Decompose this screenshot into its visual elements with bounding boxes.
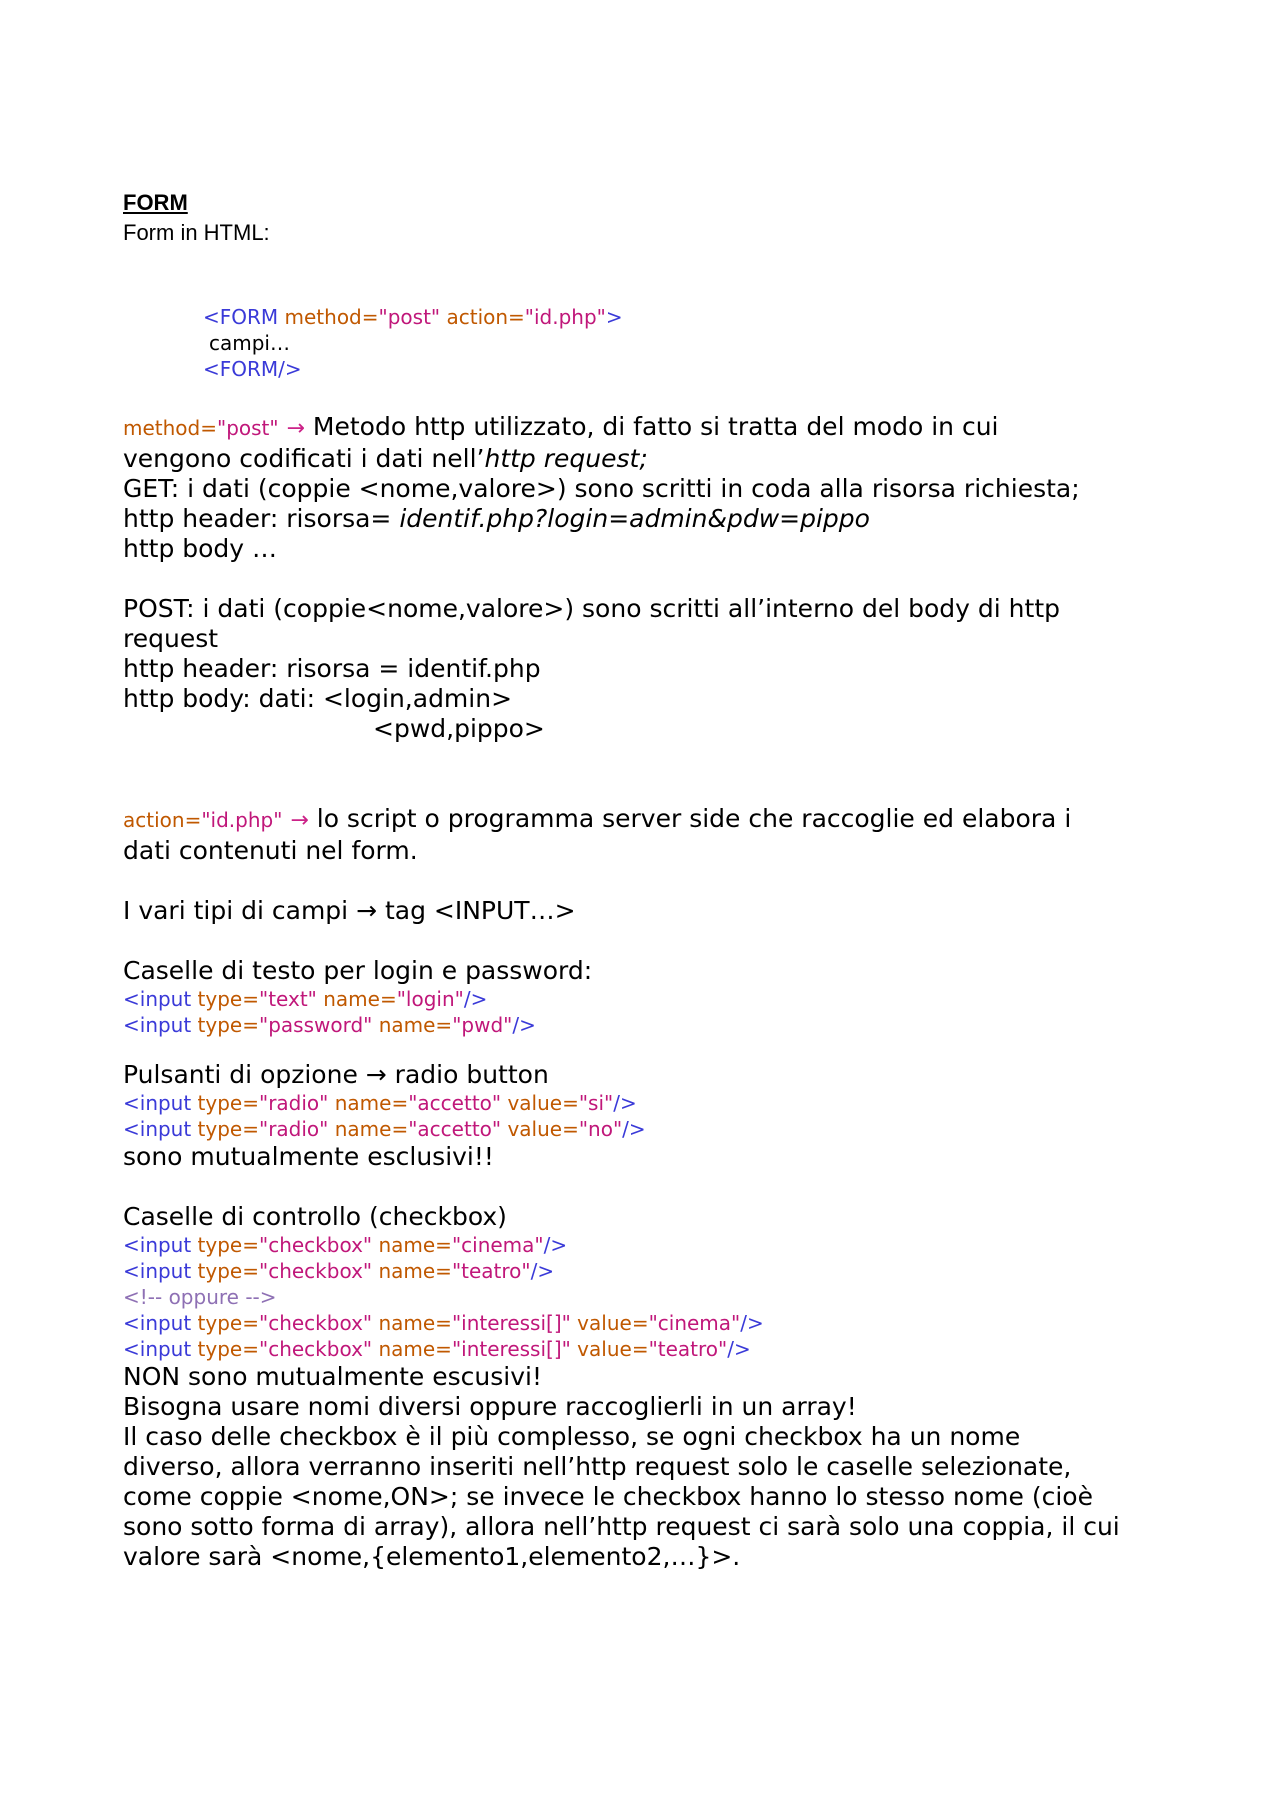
code-tag: />: [543, 1233, 568, 1257]
code-line: [123, 1336, 1173, 1362]
code-comment: <!-- oppure -->: [123, 1285, 277, 1309]
code-attr: type=: [191, 1259, 259, 1283]
code-value: "cinema": [648, 1311, 741, 1335]
code-value: "text": [259, 987, 317, 1011]
post-header: http header: risorsa = identif.php: [123, 654, 541, 683]
code-tag: />: [622, 1117, 646, 1141]
get-header: [123, 504, 1173, 534]
method-description-cont: vengono codificati i dati nell’: [123, 444, 485, 473]
code-attr: method=: [123, 416, 217, 440]
code-tag: />: [530, 1259, 555, 1283]
post-body-1: http body: dati: <login,admin>: [123, 684, 513, 713]
code-line: [123, 1258, 1173, 1284]
code-value: "checkbox": [259, 1311, 373, 1335]
code-line: [123, 1090, 1173, 1116]
code-value: "radio": [259, 1117, 329, 1141]
action-line-1: [123, 804, 1173, 836]
code-line: [123, 986, 1173, 1012]
code-attr: method=: [284, 305, 379, 329]
code-attr: type=: [191, 1117, 259, 1141]
code-tag: />: [463, 987, 488, 1011]
code-attr: name=: [372, 1311, 452, 1335]
code-attr: type=: [191, 1311, 259, 1335]
input-types-text: I vari tipi di campi: [123, 896, 357, 925]
code-attr: value=: [501, 1091, 579, 1115]
post-body-2: <pwd,pippo>: [373, 714, 545, 743]
checkbox-note-5: come coppie <nome,ON>; se invece le checkbox hanno lo stesso nome (cioè: [123, 1482, 1093, 1511]
arrow-right-icon: →: [286, 416, 305, 441]
code-attr: type=: [191, 987, 259, 1011]
document-title: FORM: [123, 190, 188, 215]
code-tag: <input: [123, 987, 192, 1011]
code-attr: name=: [372, 1259, 452, 1283]
code-tag: >: [605, 305, 623, 329]
code-value: "login": [396, 987, 464, 1011]
code-attr: type=: [191, 1233, 259, 1257]
code-value: "accetto": [408, 1117, 502, 1141]
post-description-2: request: [123, 624, 219, 653]
code-value: "teatro": [648, 1337, 728, 1361]
action-line-2: dati contenuti nel form.: [123, 836, 418, 865]
code-attr: type=: [191, 1013, 259, 1037]
checkbox-heading: Caselle di controllo (checkbox): [123, 1202, 507, 1231]
code-value: "radio": [259, 1091, 329, 1115]
method-line-2: [123, 444, 1173, 474]
checkbox-note-4: diverso, allora verranno inseriti nell’http request solo le caselle selezionate,: [123, 1452, 1072, 1481]
checkbox-note-1: NON sono mutualmente escusivi!: [123, 1362, 542, 1391]
checkbox-note-7: valore sarà <nome,{elemento1,elemento2,…}>.: [123, 1542, 741, 1571]
code-tag: <FORM: [203, 305, 279, 329]
code-value: "pwd": [452, 1013, 513, 1037]
get-header-label: http header: risorsa=: [123, 504, 400, 533]
code-value: "accetto": [408, 1091, 502, 1115]
code-line: [123, 1310, 1173, 1336]
code-value: "interessi[]": [451, 1311, 571, 1335]
code-value: "post": [217, 416, 279, 440]
code-value: "si": [578, 1091, 614, 1115]
get-body: http body …: [123, 534, 278, 563]
code-tag: <input: [123, 1013, 192, 1037]
input-types-line: [123, 896, 1173, 926]
code-attr: name=: [372, 1337, 452, 1361]
code-tag: <input: [123, 1233, 192, 1257]
code-attr: value=: [501, 1117, 579, 1141]
get-header-url: identif.php?login=admin&pdw=pippo: [399, 504, 870, 533]
code-tag: />: [740, 1311, 764, 1335]
document-page: [123, 188, 1173, 1572]
code-tag: <input: [123, 1091, 192, 1115]
form-open-code: [123, 304, 1173, 330]
code-attr: name=: [328, 1091, 409, 1115]
code-value: "interessi[]": [451, 1337, 571, 1361]
code-tag: />: [613, 1091, 637, 1115]
code-value: "checkbox": [259, 1337, 373, 1361]
code-line: [123, 1012, 1173, 1038]
input-types-tag: tag <INPUT…>: [377, 896, 576, 925]
code-tag: <input: [123, 1311, 192, 1335]
arrow-right-icon: →: [365, 1060, 387, 1089]
code-tag: />: [512, 1013, 536, 1037]
arrow-right-icon: →: [290, 808, 309, 833]
radio-heading-term: radio button: [386, 1060, 549, 1089]
post-description-1: POST: i dati (coppie<nome,valore>) sono scritti all’interno del body di http: [123, 594, 1060, 623]
code-tag: <input: [123, 1337, 192, 1361]
code-value: "id.php": [201, 808, 283, 832]
code-value: "teatro": [451, 1259, 531, 1283]
http-request-term: http request;: [484, 444, 648, 473]
radio-heading-text: Pulsanti di opzione: [123, 1060, 366, 1089]
code-attr: value=: [570, 1337, 649, 1361]
code-line: [123, 1116, 1173, 1142]
radio-note: sono mutualmente esclusivi!!: [123, 1142, 494, 1171]
checkbox-note-2: Bisogna usare nomi diversi oppure raccoglierli in un array!: [123, 1392, 857, 1421]
code-tag: <input: [123, 1259, 192, 1283]
action-description: lo script o programma server side che raccoglie ed elabora i: [308, 804, 1072, 833]
radio-heading: [123, 1060, 1173, 1090]
code-value: "checkbox": [259, 1233, 373, 1257]
document-subtitle: Form in HTML:: [123, 220, 270, 245]
method-description: Metodo http utilizzato, di fatto si tratta del modo in cui: [304, 412, 999, 441]
arrow-right-icon: →: [356, 896, 378, 925]
code-value: "no": [578, 1117, 623, 1141]
code-value: "post": [378, 305, 441, 329]
get-description: GET: i dati (coppie <nome,valore>) sono scritti in coda alla risorsa richiesta;: [123, 474, 1080, 503]
code-value: "cinema": [451, 1233, 544, 1257]
code-attr: action=: [123, 808, 202, 832]
text-fields-heading: Caselle di testo per login e password:: [123, 956, 593, 985]
code-attr: value=: [570, 1311, 649, 1335]
code-tag: />: [727, 1337, 751, 1361]
checkbox-note-6: sono sotto forma di array), allora nell’http request ci sarà solo una coppia, il cui: [123, 1512, 1120, 1541]
code-attr: name=: [372, 1013, 453, 1037]
code-value: "password": [259, 1013, 373, 1037]
code-value: "id.php": [524, 305, 606, 329]
code-attr: action=: [446, 305, 525, 329]
method-line-1: [123, 412, 1173, 444]
code-value: "checkbox": [259, 1259, 373, 1283]
code-tag: <input: [123, 1117, 192, 1141]
code-attr: name=: [372, 1233, 452, 1257]
code-attr: name=: [316, 987, 397, 1011]
code-attr: type=: [191, 1337, 259, 1361]
form-close-code: <FORM/>: [203, 357, 302, 381]
code-line: [123, 1232, 1173, 1258]
form-fields-code: campi…: [209, 331, 290, 355]
code-attr: type=: [191, 1091, 259, 1115]
checkbox-note-3: Il caso delle checkbox è il più complesso, se ogni checkbox ha un nome: [123, 1422, 1021, 1451]
code-attr: name=: [328, 1117, 409, 1141]
